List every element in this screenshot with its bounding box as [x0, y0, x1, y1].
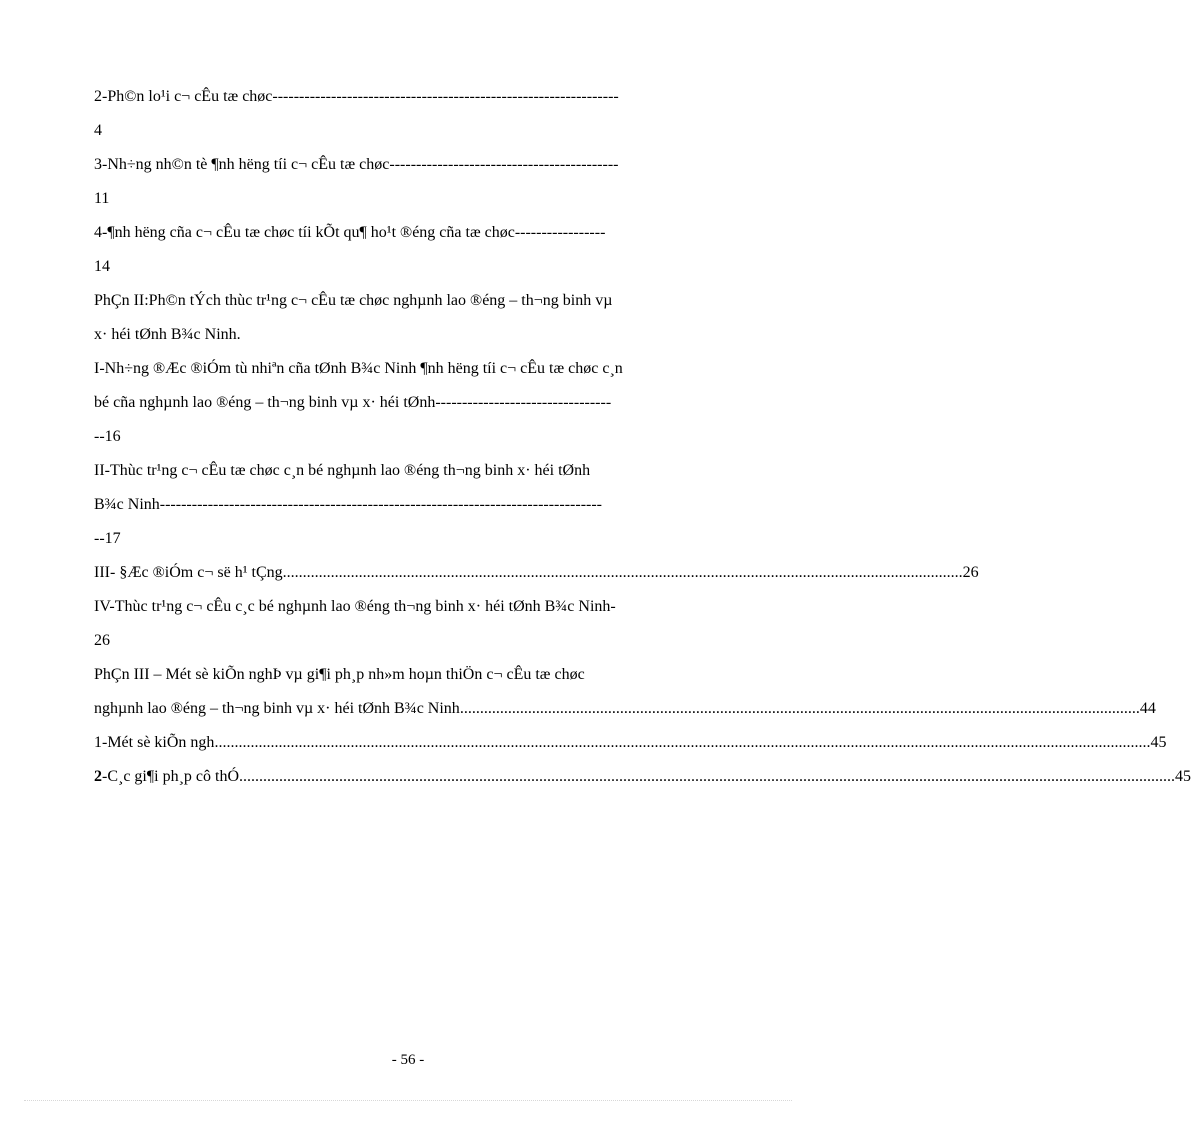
toc-entry-text [94, 760, 239, 794]
toc-part-3-title-cont [94, 692, 1156, 726]
toc-section-4: IV-Thùc tr¹ng c¬ cÊu c¸c bé nghµnh lao ®éng th¬ng binh x· héi tØnh B¾c Ninh- [94, 598, 616, 615]
toc-subsection-1 [94, 726, 1167, 760]
toc-part-3-title: PhÇn III – Mét sè kiÕn nghÞ vµ gi¶i ph¸p nh»m hoµn thiÖn c¬ cÊu tæ chøc [94, 666, 585, 683]
toc-entry-page: 45 [1150, 734, 1167, 751]
toc-part-2-title-cont: x· héi tØnh B¾c Ninh. [94, 326, 241, 343]
toc-page-number: 4 [94, 122, 102, 139]
toc-subsection-2 [94, 760, 1191, 794]
toc-entry-label: -C¸c gi¶i ph¸p cô thÓ [102, 768, 239, 785]
toc-part-2-title: PhÇn II:Ph©n tÝch thùc tr¹ng c¬ cÊu tæ chøc nghµnh lao ®éng – th¬ng binh vµ [94, 292, 613, 309]
toc-page-number: 26 [94, 632, 110, 649]
toc-page-number: 11 [94, 190, 110, 207]
toc-entry-text: 1-Mét sè kiÕn ngh [94, 734, 215, 751]
toc-section-3 [94, 556, 979, 590]
dot-leader: .......................................................................................................................................................................................................................................... [239, 768, 1175, 785]
toc-page-number: --16 [94, 428, 121, 445]
toc-entry-page: 44 [1139, 700, 1156, 717]
dot-leader: .......................................................................................................................................................................... [282, 564, 963, 581]
dot-leader: .......................................................................................................................................................................... [459, 700, 1140, 717]
toc-entry-page: 45 [1175, 768, 1191, 785]
toc-line-2: 3-Nh÷ng nh©n tè ¶nh hëng tíi c¬ cÊu tæ chøc------------------------------------------- [94, 156, 619, 173]
toc-page-number: --17 [94, 530, 121, 547]
dot-leader: .......................................................................................................................................................................................................................................... [214, 734, 1151, 751]
toc-entry-text: nghµnh lao ®éng – th¬ng binh vµ x· héi tØnh B¾c Ninh [94, 700, 460, 717]
toc-page-number: 14 [94, 258, 110, 275]
toc-line-3: 4-¶nh hëng cña c¬ cÊu tæ chøc tíi kÕt qu¶ ho¹t ®éng cña tæ chøc----------------- [94, 224, 606, 241]
toc-entry-page: 26 [962, 564, 979, 581]
toc-section-1: I-Nh÷ng ®Æc ®iÓm tù nhiªn cña tØnh B¾c Ninh ¶nh hëng tíi c¬ cÊu tæ chøc c¸n [94, 360, 623, 377]
toc-section-1-cont: bé cña nghµnh lao ®éng – th¬ng binh vµ x· héi tØnh--------------------------------- [94, 394, 612, 411]
toc-entry-text: III- §Æc ®iÓm c¬ së h¹ tÇng [94, 564, 283, 581]
toc-line-1: 2-Ph©n lo¹i c¬ cÊu tæ chøc----------------------------------------------------------------- [94, 88, 619, 105]
toc-section-2-cont: B¾c Ninh----------------------------------------------------------------------------------- [94, 496, 603, 513]
page-bottom-divider [24, 1100, 792, 1101]
page-number-footer: - 56 - [391, 1052, 425, 1068]
table-of-contents [94, 80, 1191, 794]
toc-entry-number: 2 [94, 768, 102, 785]
toc-section-2: II-Thùc tr¹ng c¬ cÊu tæ chøc c¸n bé nghµnh lao ®éng th¬ng binh x· héi tØnh [94, 462, 591, 479]
